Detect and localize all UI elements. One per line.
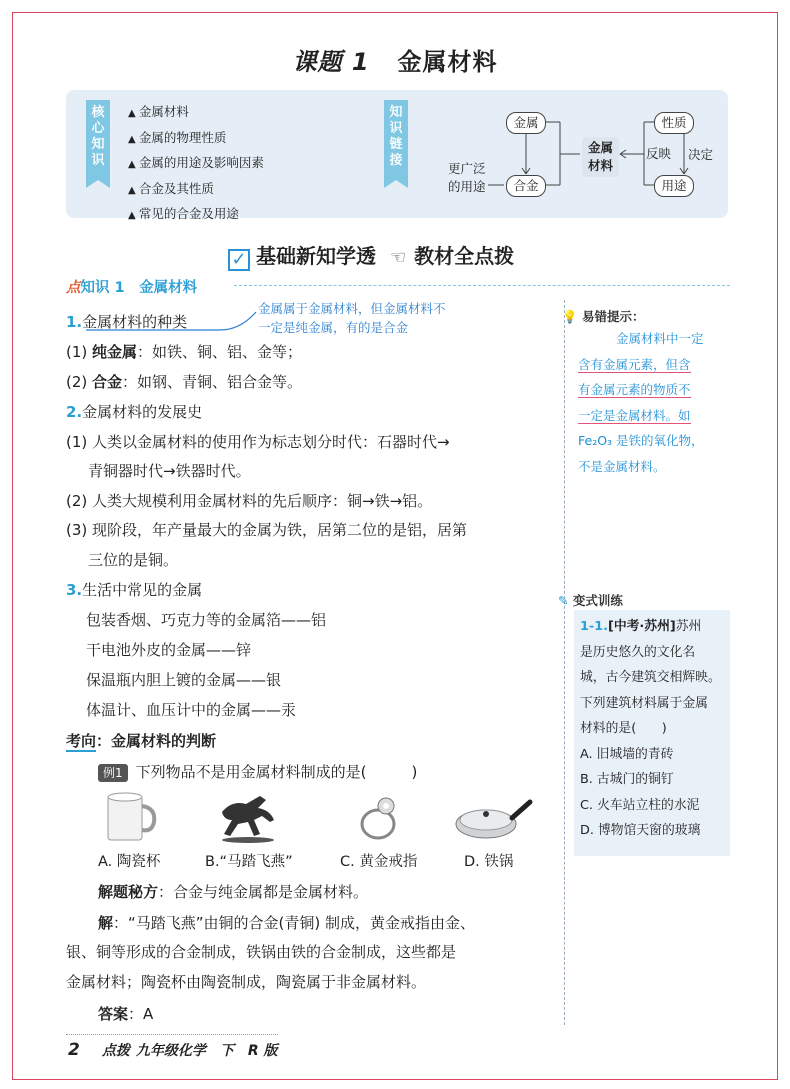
list-item: ▲ 合金及其性质 — [128, 177, 264, 203]
option-d: D. 铁锅 — [464, 854, 514, 870]
sec3-line: 保温瓶内胆上镀的金属——银 — [86, 671, 282, 689]
list-item: ▲ 金属的物理性质 — [128, 126, 264, 152]
list-item: ▲ 金属材料 — [128, 100, 264, 126]
sec2-line: (2) 人类大规模利用金属材料的先后顺序：铜→铁→铝。 — [66, 492, 433, 510]
divider — [234, 285, 730, 286]
handwritten-note: 金属属于金属材料，但金属材料不 一定是纯金属，有的是合金 — [258, 301, 446, 335]
section-banner: ✓ 基础新知学透 ☜ 教材全点拨 — [228, 240, 514, 271]
list-item: ▲ 金属的用途及影响因素 — [128, 151, 264, 177]
section-3-title: 3.生活中常见的金属 — [66, 581, 203, 599]
variant-option: B. 古城门的铜钉 — [580, 772, 674, 787]
core-knowledge-tab: 核心知识 — [86, 100, 110, 180]
map-node-use: 用途 — [654, 175, 694, 197]
knowledge-link-tab: 知识链接 — [384, 100, 408, 180]
solution-line: 银、铜等形成的合金制成，铁锅由铁的合金制成，这些都是 — [66, 943, 457, 961]
note-underline — [70, 306, 260, 336]
option-c: C. 黄金戒指 — [340, 854, 418, 870]
lightbulb-icon: 💡 — [562, 309, 578, 324]
sec1-item-1: (1) 纯金属：如铁、铜、铝、金等； — [66, 343, 303, 361]
map-node-alloy: 合金 — [506, 175, 546, 197]
sec3-line: 干电池外皮的金属——锌 — [86, 641, 252, 659]
gold-ring-icon — [356, 792, 406, 844]
variant-question: 1-1.[中考·苏州]苏州 是历史悠久的文化名 城，古今建筑交相辉映。 下列建筑材料属于金属 材料的是( ) A. 旧城墙的青砖 B. 古城门的铜钉 C. 火车站立柱的水泥 D. 博物馆天窗的玻璃 — [580, 614, 726, 844]
option-b: B.“马踏飞燕” — [205, 854, 293, 870]
sec2-line: 青铜器时代→铁器时代。 — [88, 462, 251, 480]
galloping-horse-icon — [212, 790, 284, 845]
sec1-item-2: (2) 合金：如钢、青铜、铝合金等。 — [66, 373, 303, 391]
answer: 答案：A — [98, 1005, 154, 1023]
solution-line: 金属材料；陶瓷杯由陶瓷制成，陶瓷属于非金属材料。 — [66, 973, 427, 991]
error-tip-body: 金属材料中一定 含有金属元素，但含 有金属元素的物质不 一定是金属材料。如 Fe₂O₃ 是铁的氧化物， 不是金属材料。 — [578, 331, 704, 474]
sec2-line: (3) 现阶段，年产量最大的金属为铁，居第二位的是铝，居第 — [66, 521, 468, 539]
solution-line: 解：“马踏飞燕”由铜的合金(青铜) 制成，黄金戒指由金、 — [98, 914, 476, 932]
ceramic-cup-icon — [100, 790, 160, 845]
map-node-metal: 金属 — [506, 112, 546, 134]
pointing-hand-icon: ☜ — [390, 247, 407, 268]
knowledge-point-header: 点知识 1 金属材料 — [66, 280, 198, 296]
option-a: A. 陶瓷杯 — [98, 854, 161, 870]
list-item: ▲ 常见的合金及用途 — [128, 202, 264, 228]
section-1-title: 1.金属材料的种类 — [66, 313, 188, 331]
example-question: 例1 下列物品不是用金属材料制成的是( ) — [98, 762, 417, 782]
variant-training-title: ✎ 变式训练 — [558, 593, 623, 608]
sec2-line: 三位的是铜。 — [88, 551, 179, 569]
sec3-line: 包装香烟、巧克力等的金属箔——铝 — [86, 611, 327, 629]
error-tip-title: 💡 易错提示： — [562, 309, 645, 324]
variant-option: D. 博物馆天窗的玻璃 — [580, 823, 701, 838]
section-2-title: 2.金属材料的发展史 — [66, 403, 203, 421]
page-footer: 2 点拨 九年级化学 下 R 版 — [68, 1040, 278, 1060]
variant-option: C. 火车站立柱的水泥 — [580, 797, 700, 813]
check-icon: ✓ — [228, 249, 250, 271]
map-node-metal-material: 金属 材料 — [582, 137, 619, 177]
map-node-property: 性质 — [654, 112, 694, 134]
solution-secret: 解题秘方：合金与纯金属都是金属材料。 — [98, 883, 369, 901]
core-knowledge-list — [128, 100, 264, 228]
map-determine: 决定 — [688, 147, 714, 162]
column-divider — [564, 300, 565, 1025]
map-reflect: 反映 — [646, 146, 672, 161]
sec3-line: 体温计、血压计中的金属——汞 — [86, 701, 297, 719]
page-title: 课题 1 金属材料 — [292, 48, 498, 76]
pen-icon: ✎ — [558, 593, 569, 608]
footer-divider — [66, 1034, 278, 1035]
exam-direction: 考向：金属材料的判断 — [66, 732, 217, 750]
variant-option: A. 旧城墙的青砖 — [580, 746, 674, 762]
sec2-line: (1) 人类以金属材料的使用作为标志划分时代：石器时代→ — [66, 433, 450, 451]
map-wider-use: 更广泛 的用途 — [448, 161, 486, 194]
wok-icon — [452, 796, 534, 844]
